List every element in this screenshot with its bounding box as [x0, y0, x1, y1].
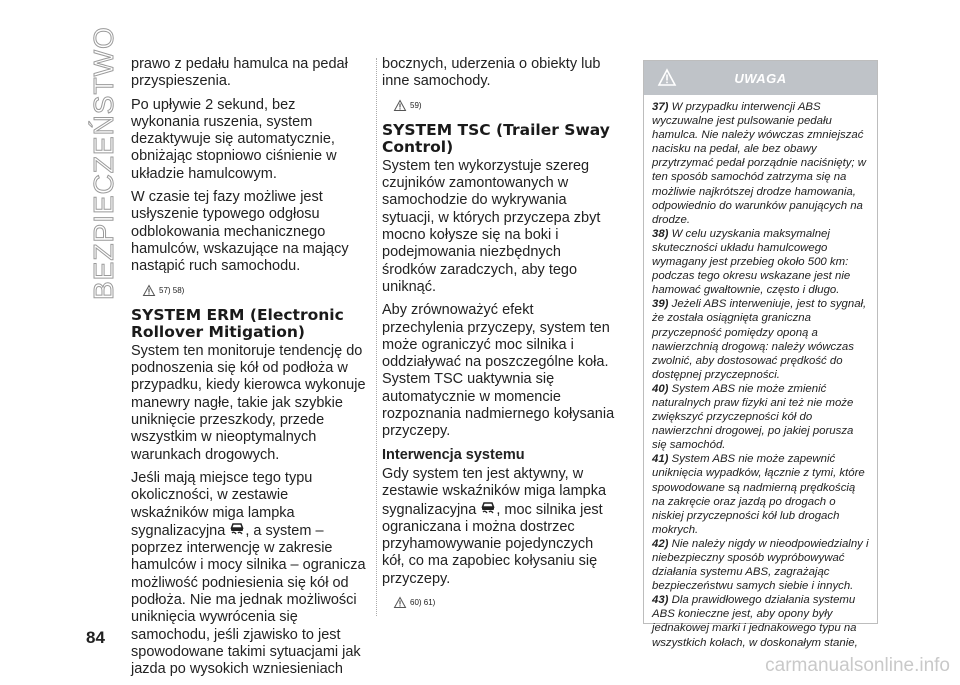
page-number: 84: [86, 628, 105, 647]
paragraph-text: Gdy system ten jest aktywny, w zestawie wskaźników miga lampka sygnalizacyjna: [382, 465, 607, 518]
warning-references: [394, 594, 618, 611]
warning-triangle-icon: [394, 597, 406, 608]
warning-item: [652, 593, 870, 649]
warning-item: [652, 452, 870, 537]
warning-item-number: 40): [652, 382, 669, 395]
warning-triangle-icon: [143, 285, 155, 296]
warning-item-number: 39): [652, 298, 669, 311]
warning-title: UWAGA: [734, 70, 787, 86]
warning-references: [394, 97, 618, 114]
subheading-intervention: Interwencja systemu: [382, 446, 525, 463]
warning-item-text: Jeżeli ABS interweniuje, jest to sygnał, że została osiągnięta graniczna przyczepność pomiędzy oponą a nawierzchnią drogową: należy wówczas zwolnić, aby dostosować prędkość do dostępnej przyczepności.: [652, 298, 867, 381]
warning-item: [652, 297, 870, 382]
warning-item: [652, 537, 870, 593]
paragraph-text: , a system – poprzez interwencję w zakresie hamulców i mocy silnika – ogranicza możliwość podniesienia się kół od podłoża. Nie ma jednak możliwości uniknięcia wywrócenia się samochodu, jeśli zjawisko to jest spowodowane takimi sytuacjami jak jazda po wysokich wzniesieniach: [131, 522, 366, 678]
warning-item-text: Dla prawidłowego działania systemu ABS konieczne jest, aby opony były jednakowej marki i jednakowego typu na wszystkich kołach, w doskonałym stanie,: [652, 594, 858, 649]
paragraph: Po upływie 2 sekund, bez wykonania ruszenia, system dezaktywuje się automatycznie, obniżając stopniowo ciśnienie w układzie hamulcowym.: [131, 96, 337, 182]
paragraph-text: , moc silnika jest ograniczana i można dostrzec przyhamowywanie pojedynczych kół, co ma zapobiec kołysaniu się przyczepy.: [382, 501, 603, 587]
paragraph: Aby zrównoważyć efekt przechylenia przyczepy, system ten może ograniczyć moc silnika i oddziaływać na poszczególne koła. System TSC uaktywnia się automatycznie w momencie rozpoznania nadmiernego kołysania przyczepy.: [382, 302, 615, 440]
paragraph: W czasie tej fazy możliwe jest usłyszenie typowego odgłosu odblokowania mechanicznego hamulców, wskazujące na mający nastąpić ruch samochodu.: [131, 189, 349, 275]
column-divider: [376, 58, 377, 616]
skid-lamp-icon: [480, 501, 496, 516]
paragraph: prawo z pedału hamulca na pedał przyspieszenia.: [131, 56, 348, 90]
reference-numbers: 59): [410, 100, 422, 110]
reference-numbers: 57) 58): [159, 285, 185, 295]
warning-item-number: 37): [652, 101, 669, 113]
warning-item-text: Nie należy nigdy w nieodpowiedzialny i niebezpieczny sposób wypróbowywać działania systemu ABS, zagrażając bezpieczeństwu samych siebie i innych.: [652, 537, 869, 593]
column-left: [131, 56, 367, 685]
paragraph: System ten monitoruje tendencję do podnoszenia się kół od podłoża w przypadku, kiedy kierowca wykonuje manewry nagłe, takie jak szybkie uniknięcie przeszkody, przede wszystkim w nieoptymalnych warunkach drogowych.: [131, 342, 366, 463]
section-heading-erm: SYSTEM ERM (Electronic Rollover Mitigation): [131, 305, 344, 341]
paragraph-text: Jeśli mają miejsce tego typu okoliczności, w zestawie wskaźników miga lampka sygnalizacyjna: [131, 469, 313, 539]
warning-item: [652, 100, 870, 227]
watermark: carmanualsonline.info: [765, 655, 950, 676]
section-tab: BEZPIECZEŃSTWO: [88, 26, 119, 300]
warning-references: [143, 282, 367, 299]
warning-item-number: 42): [652, 537, 669, 550]
paragraph: [131, 470, 367, 679]
warning-item: [652, 382, 870, 452]
paragraph: System ten wykorzystuje szereg czujników zamontowanych w samochodzie do wykrywania sytuacji, w których przyczepa zbyt mocno kołysze się na boki i podejmowania niezbędnych środków zaradczych, aby tego uniknąć.: [382, 157, 601, 295]
warning-item-number: 41): [652, 453, 669, 466]
warning-item-text: System ABS nie może zmienić naturalnych praw fizyki ani też nie może zwiększyć przyczepności kół do nawierzchni drogowej, po jakiej porusza się samochód.: [652, 382, 854, 452]
skid-lamp-icon: [229, 522, 245, 537]
warning-item-text: W celu uzyskania maksymalnej skuteczności układu hamulcowego wymagany jest przebieg około 500 km: podczas tego okresu wskazane jest nie hamować gwałtownie, często i długo.: [652, 227, 851, 297]
warning-item-text: W przypadku interwencji ABS wyczuwalne jest pulsowanie pedału hamulca. Nie należy wówczas zmniejszać nacisku na pedał, ale bez obawy przytrzymać pedał porządnie naciśnięty; w ten sposób samochód zatrzyma się na możliwie najkrótszej drodze hamowania, odpowiednio do warunków panujących na drodze.: [652, 101, 866, 226]
warning-header: [644, 61, 877, 95]
column-middle: [382, 56, 618, 619]
warning-body: [644, 95, 877, 649]
paragraph: [382, 466, 618, 588]
warning-item: [652, 227, 870, 297]
warning-box: [643, 60, 878, 649]
paragraph: bocznych, uderzenia o obiekty lub inne samochody.: [382, 56, 601, 90]
warning-triangle-icon: [394, 100, 406, 111]
warning-triangle-icon: [658, 69, 676, 86]
warning-item-number: 38): [652, 227, 669, 240]
warning-item-number: 43): [652, 594, 669, 607]
reference-numbers: 60) 61): [410, 598, 436, 608]
section-heading-tsc: SYSTEM TSC (Trailer Sway Control): [382, 120, 610, 156]
warning-item-text: System ABS nie może zapewnić uniknięcia wypadków, łącznie z tymi, które spowodowane są nadmierną prędkością na zakręcie oraz jazdą po drogach o niskiej przyczepności kół lub drogach mokrych.: [652, 453, 865, 536]
